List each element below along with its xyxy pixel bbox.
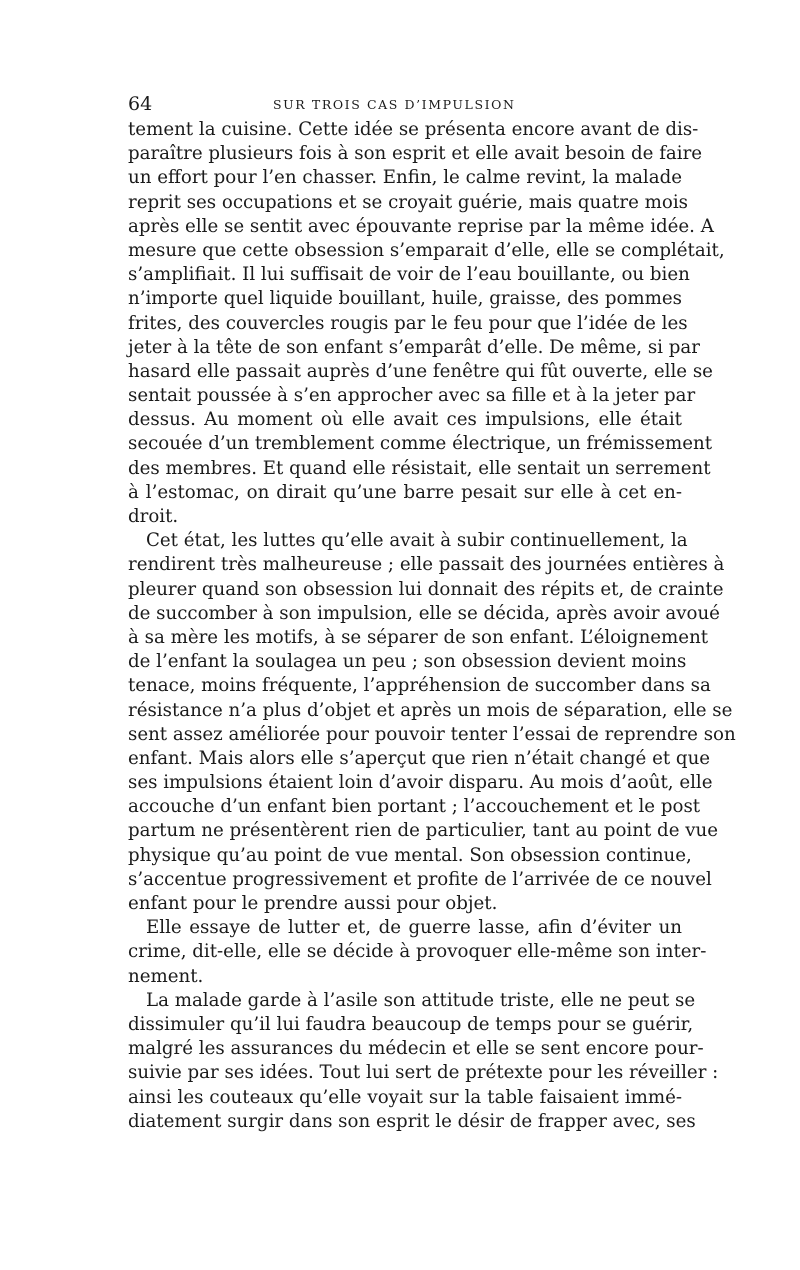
text-line: enfant. Mais alors elle s’aperçut que rien n’était changé et que (128, 747, 711, 769)
paragraph-1 (128, 118, 725, 529)
text-line: dissimuler qu’il lui faudra beaucoup de temps pour se guérir, (128, 1013, 694, 1035)
text-line: dessus. Au moment où elle avait ces impulsions, elle était (128, 409, 682, 431)
text-line: des membres. Et quand elle résistait, elle sentait un serrement (128, 457, 711, 479)
paragraph-4 (128, 989, 719, 1134)
paragraph-2 (128, 529, 736, 916)
paragraph-3 (128, 916, 707, 989)
running-head (128, 92, 682, 116)
text-line: s’accentue progressivement et profite de l’arrivée de ce nouvel (128, 868, 712, 890)
text-line: à l’estomac, on dirait qu’une barre pesait sur elle à cet en- (128, 481, 682, 503)
text-line: sent assez améliorée pour pouvoir tenter l’essai de reprendre son (128, 723, 736, 745)
text-line: ainsi les couteaux qu’elle voyait sur la table faisaient immé- (128, 1086, 682, 1108)
text-line: tement la cuisine. Cette idée se présenta encore avant de dis- (128, 119, 699, 140)
text-line: après elle se sentit avec épouvante reprise par la même idée. A (128, 215, 714, 237)
text-line: physique qu’au point de vue mental. Son obsession continue, (128, 844, 692, 866)
running-title: SUR TROIS CAS D’IMPULSION (273, 97, 516, 112)
text-line: malgré les assurances du médecin et elle se sent encore pour- (128, 1038, 704, 1060)
text-line: nement. (128, 965, 204, 987)
text-line: à sa mère les motifs, à se séparer de son enfant. L’éloignement (128, 626, 709, 648)
text-line: reprit ses occupations et se croyait guérie, mais quatre mois (128, 191, 688, 213)
text-line: secouée d’un tremblement comme électrique, un frémissement (128, 433, 713, 455)
text-line: mesure que cette obsession s’emparait d’elle, elle se complétait, (128, 239, 725, 261)
text-line: accouche d’un enfant bien portant ; l’accouchement et le post (128, 796, 701, 818)
text-line: sentait poussée à s’en approcher avec sa fille et à la jeter par (128, 385, 696, 407)
text-line: un effort pour l’en chasser. Enfin, le calme revint, la malade (128, 167, 682, 189)
text-line: hasard elle passait auprès d’une fenêtre qui fût ouverte, elle se (128, 360, 713, 382)
text-line: résistance n’a plus d’objet et après un mois de séparation, elle se (128, 699, 733, 721)
text-line: droit. (128, 506, 179, 527)
text-line: enfant pour le prendre aussi pour objet. (128, 893, 498, 914)
text-line: rendirent très malheureuse ; elle passait des journées entières à (128, 554, 725, 576)
text-line: pleurer quand son obsession lui donnait des répits et, de crainte (128, 578, 724, 600)
text-line: de succomber à son impulsion, elle se décida, après avoir avoué (128, 602, 720, 624)
text-line: ses impulsions étaient loin d’avoir disparu. Au mois d’août, elle (128, 772, 713, 794)
text-line: s’amplifiait. Il lui suffisait de voir de l’eau bouillante, ou bien (128, 264, 690, 286)
text-line: paraître plusieurs fois à son esprit et elle avait besoin de faire (128, 143, 703, 165)
text-line: jeter à la tête de son enfant s’emparât d’elle. De même, si par (128, 336, 700, 358)
text-line: suivie par ses idées. Tout lui sert de prétexte pour les réveiller : (128, 1062, 719, 1084)
text-line: Elle essaye de lutter et, de guerre lasse, afin d’éviter un (146, 917, 682, 939)
text-line: frites, des couvercles rougis par le feu pour que l’idée de les (128, 312, 688, 334)
text-line: de l’enfant la soulagea un peu ; son obsession devient moins (128, 651, 687, 673)
book-page (128, 92, 736, 1134)
text-line: La malade garde à l’asile son attitude triste, elle ne peut se (146, 989, 696, 1011)
text-line: tenace, moins fréquente, l’appréhension de succomber dans sa (128, 675, 711, 697)
text-line: diatement surgir dans son esprit le désir de frapper avec, ses (128, 1110, 696, 1132)
page-number: 64 (128, 93, 153, 115)
text-line: n’importe quel liquide bouillant, huile, graisse, des pommes (128, 288, 682, 310)
text-line: Cet état, les luttes qu’elle avait à subir continuellement, la (146, 530, 688, 552)
text-line: crime, dit-elle, elle se décide à provoquer elle-même son inter- (128, 941, 707, 963)
text-line: partum ne présentèrent rien de particulier, tant au point de vue (128, 820, 718, 842)
